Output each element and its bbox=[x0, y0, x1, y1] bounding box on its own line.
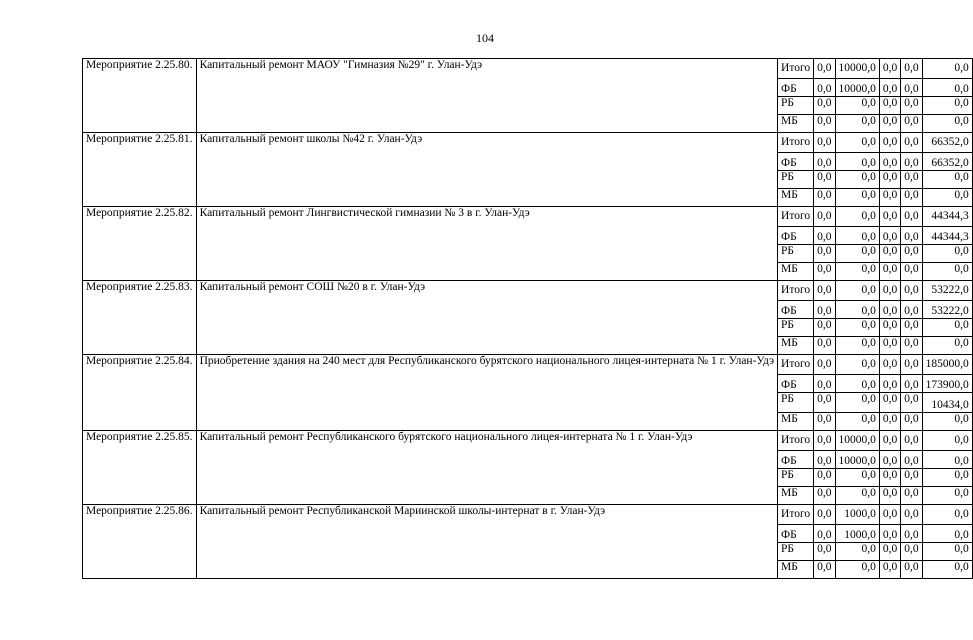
year-5-value: 0,0 bbox=[922, 487, 972, 505]
year-3-value: 0,0 bbox=[879, 431, 900, 451]
year-4-value: 0,0 bbox=[901, 355, 922, 375]
year-3-value: 0,0 bbox=[879, 171, 900, 189]
year-1-value: 0,0 bbox=[814, 189, 835, 207]
funding-source: РБ bbox=[778, 319, 814, 337]
year-5-value: 0,0 bbox=[922, 79, 972, 97]
funding-source: МБ bbox=[778, 561, 814, 579]
year-2-value: 0,0 bbox=[835, 133, 879, 153]
year-2-value: 0,0 bbox=[835, 281, 879, 301]
year-2-value: 0,0 bbox=[835, 115, 879, 133]
year-1-value: 0,0 bbox=[814, 525, 835, 543]
year-3-value: 0,0 bbox=[879, 319, 900, 337]
year-3-value: 0,0 bbox=[879, 375, 900, 393]
year-2-value: 0,0 bbox=[835, 171, 879, 189]
year-3-value: 0,0 bbox=[879, 393, 900, 413]
funding-source: Итого bbox=[778, 355, 814, 375]
year-4-value: 0,0 bbox=[901, 245, 922, 263]
year-5-value: 0,0 bbox=[922, 189, 972, 207]
funding-source: ФБ bbox=[778, 79, 814, 97]
year-4-value: 0,0 bbox=[901, 227, 922, 245]
year-3-value: 0,0 bbox=[879, 133, 900, 153]
year-5-value: 0,0 bbox=[922, 543, 972, 561]
measure-name: Капитальный ремонт школы №42 г. Улан-Удэ bbox=[196, 133, 777, 207]
funding-source: ФБ bbox=[778, 153, 814, 171]
year-5-value: 0,0 bbox=[922, 561, 972, 579]
table-row bbox=[83, 281, 973, 301]
funding-source: РБ bbox=[778, 393, 814, 413]
year-4-value: 0,0 bbox=[901, 133, 922, 153]
year-5-value: 0,0 bbox=[922, 413, 972, 431]
year-1-value: 0,0 bbox=[814, 505, 835, 525]
year-4-value: 0,0 bbox=[901, 487, 922, 505]
year-4-value: 0,0 bbox=[901, 189, 922, 207]
year-3-value: 0,0 bbox=[879, 59, 900, 79]
funding-source: РБ bbox=[778, 245, 814, 263]
measure-code: Мероприятие 2.25.86. bbox=[83, 505, 197, 579]
year-5-value: 0,0 bbox=[922, 431, 972, 451]
funding-source: МБ bbox=[778, 263, 814, 281]
year-4-value: 0,0 bbox=[901, 431, 922, 451]
table-row bbox=[83, 431, 973, 451]
year-5-value: 173900,0 bbox=[922, 375, 972, 393]
year-4-value: 0,0 bbox=[901, 319, 922, 337]
year-2-value: 0,0 bbox=[835, 393, 879, 413]
page-number: 104 bbox=[476, 31, 494, 45]
year-4-value: 0,0 bbox=[901, 97, 922, 115]
funding-source: МБ bbox=[778, 487, 814, 505]
year-2-value: 0,0 bbox=[835, 487, 879, 505]
year-5-value: 0,0 bbox=[922, 263, 972, 281]
year-1-value: 0,0 bbox=[814, 133, 835, 153]
year-5-value: 0,0 bbox=[922, 97, 972, 115]
year-2-value: 1000,0 bbox=[835, 505, 879, 525]
measure-name: Капитальный ремонт СОШ №20 в г. Улан-Удэ bbox=[196, 281, 777, 355]
year-1-value: 0,0 bbox=[814, 79, 835, 97]
year-5-value: 0,0 bbox=[922, 115, 972, 133]
funding-source: Итого bbox=[778, 59, 814, 79]
funding-source: ФБ bbox=[778, 451, 814, 469]
year-3-value: 0,0 bbox=[879, 413, 900, 431]
year-1-value: 0,0 bbox=[814, 319, 835, 337]
year-2-value: 0,0 bbox=[835, 245, 879, 263]
year-1-value: 0,0 bbox=[814, 393, 835, 413]
year-2-value: 0,0 bbox=[835, 97, 879, 115]
year-3-value: 0,0 bbox=[879, 245, 900, 263]
funding-source: МБ bbox=[778, 115, 814, 133]
year-3-value: 0,0 bbox=[879, 97, 900, 115]
year-4-value: 0,0 bbox=[901, 413, 922, 431]
year-1-value: 0,0 bbox=[814, 469, 835, 487]
year-5-value: 53222,0 bbox=[922, 301, 972, 319]
measure-code: Мероприятие 2.25.80. bbox=[83, 59, 197, 133]
year-5-value: 44344,3 bbox=[922, 227, 972, 245]
year-1-value: 0,0 bbox=[814, 263, 835, 281]
year-1-value: 0,0 bbox=[814, 245, 835, 263]
funding-source: РБ bbox=[778, 469, 814, 487]
year-4-value: 0,0 bbox=[901, 561, 922, 579]
year-4-value: 0,0 bbox=[901, 281, 922, 301]
year-4-value: 0,0 bbox=[901, 207, 922, 227]
year-1-value: 0,0 bbox=[814, 543, 835, 561]
year-1-value: 0,0 bbox=[814, 355, 835, 375]
year-3-value: 0,0 bbox=[879, 469, 900, 487]
funding-table bbox=[82, 58, 973, 579]
year-1-value: 0,0 bbox=[814, 171, 835, 189]
year-4-value: 0,0 bbox=[901, 171, 922, 189]
year-2-value: 0,0 bbox=[835, 543, 879, 561]
year-3-value: 0,0 bbox=[879, 189, 900, 207]
table-row bbox=[83, 505, 973, 525]
year-4-value: 0,0 bbox=[901, 115, 922, 133]
year-5-value: 0,0 bbox=[922, 171, 972, 189]
year-1-value: 0,0 bbox=[814, 97, 835, 115]
year-5-value: 0,0 bbox=[922, 245, 972, 263]
year-3-value: 0,0 bbox=[879, 543, 900, 561]
funding-source: ФБ bbox=[778, 227, 814, 245]
year-2-value: 0,0 bbox=[835, 337, 879, 355]
funding-source: РБ bbox=[778, 543, 814, 561]
year-4-value: 0,0 bbox=[901, 301, 922, 319]
funding-source: МБ bbox=[778, 413, 814, 431]
year-1-value: 0,0 bbox=[814, 413, 835, 431]
year-1-value: 0,0 bbox=[814, 561, 835, 579]
year-3-value: 0,0 bbox=[879, 301, 900, 319]
year-4-value: 0,0 bbox=[901, 375, 922, 393]
funding-source: ФБ bbox=[778, 375, 814, 393]
year-5-value: 0,0 bbox=[922, 525, 972, 543]
year-1-value: 0,0 bbox=[814, 115, 835, 133]
year-5-value: 0,0 bbox=[922, 505, 972, 525]
year-4-value: 0,0 bbox=[901, 263, 922, 281]
year-5-value: 0,0 bbox=[922, 451, 972, 469]
year-5-value: 0,0 bbox=[922, 469, 972, 487]
year-2-value: 1000,0 bbox=[835, 525, 879, 543]
year-3-value: 0,0 bbox=[879, 355, 900, 375]
year-1-value: 0,0 bbox=[814, 281, 835, 301]
table-row bbox=[83, 133, 973, 153]
year-2-value: 10000,0 bbox=[835, 59, 879, 79]
year-2-value: 0,0 bbox=[835, 413, 879, 431]
year-2-value: 0,0 bbox=[835, 319, 879, 337]
measure-name: Капитальный ремонт МАОУ "Гимназия №29" г. Улан-Удэ bbox=[196, 59, 777, 133]
year-2-value: 0,0 bbox=[835, 469, 879, 487]
year-4-value: 0,0 bbox=[901, 505, 922, 525]
year-1-value: 0,0 bbox=[814, 59, 835, 79]
funding-source: МБ bbox=[778, 189, 814, 207]
year-2-value: 0,0 bbox=[835, 227, 879, 245]
year-2-value: 0,0 bbox=[835, 263, 879, 281]
funding-source: Итого bbox=[778, 207, 814, 227]
funding-source: ФБ bbox=[778, 301, 814, 319]
year-1-value: 0,0 bbox=[814, 207, 835, 227]
year-2-value: 10000,0 bbox=[835, 431, 879, 451]
year-1-value: 0,0 bbox=[814, 375, 835, 393]
funding-source: МБ bbox=[778, 337, 814, 355]
funding-source: Итого bbox=[778, 431, 814, 451]
year-5-value: 0,0 bbox=[922, 319, 972, 337]
year-2-value: 0,0 bbox=[835, 207, 879, 227]
funding-source: РБ bbox=[778, 97, 814, 115]
year-4-value: 0,0 bbox=[901, 525, 922, 543]
year-5-value: 66352,0 bbox=[922, 133, 972, 153]
measure-code: Мероприятие 2.25.83. bbox=[83, 281, 197, 355]
year-5-value: 44344,3 bbox=[922, 207, 972, 227]
year-3-value: 0,0 bbox=[879, 561, 900, 579]
measure-code: Мероприятие 2.25.81. bbox=[83, 133, 197, 207]
year-3-value: 0,0 bbox=[879, 487, 900, 505]
year-2-value: 0,0 bbox=[835, 355, 879, 375]
measure-name: Приобретение здания на 240 мест для Республиканского бурятского национального лицея-интерната № 1 г. Улан-Удэ bbox=[196, 355, 777, 431]
year-2-value: 10000,0 bbox=[835, 79, 879, 97]
year-4-value: 0,0 bbox=[901, 393, 922, 413]
year-2-value: 10000,0 bbox=[835, 451, 879, 469]
year-1-value: 0,0 bbox=[814, 153, 835, 171]
year-1-value: 0,0 bbox=[814, 337, 835, 355]
year-3-value: 0,0 bbox=[879, 451, 900, 469]
year-3-value: 0,0 bbox=[879, 263, 900, 281]
year-3-value: 0,0 bbox=[879, 115, 900, 133]
year-3-value: 0,0 bbox=[879, 207, 900, 227]
year-2-value: 0,0 bbox=[835, 189, 879, 207]
year-4-value: 0,0 bbox=[901, 451, 922, 469]
funding-source: Итого bbox=[778, 133, 814, 153]
year-4-value: 0,0 bbox=[901, 59, 922, 79]
table-row bbox=[83, 59, 973, 79]
year-4-value: 0,0 bbox=[901, 543, 922, 561]
year-3-value: 0,0 bbox=[879, 281, 900, 301]
year-5-value: 10434,0 bbox=[922, 393, 972, 413]
year-1-value: 0,0 bbox=[814, 431, 835, 451]
year-4-value: 0,0 bbox=[901, 337, 922, 355]
year-2-value: 0,0 bbox=[835, 301, 879, 319]
year-3-value: 0,0 bbox=[879, 227, 900, 245]
table-row bbox=[83, 207, 973, 227]
year-3-value: 0,0 bbox=[879, 505, 900, 525]
year-5-value: 0,0 bbox=[922, 59, 972, 79]
year-4-value: 0,0 bbox=[901, 79, 922, 97]
measure-code: Мероприятие 2.25.84. bbox=[83, 355, 197, 431]
year-3-value: 0,0 bbox=[879, 525, 900, 543]
year-1-value: 0,0 bbox=[814, 451, 835, 469]
year-2-value: 0,0 bbox=[835, 153, 879, 171]
measure-name: Капитальный ремонт Лингвистической гимназии № 3 в г. Улан-Удэ bbox=[196, 207, 777, 281]
measure-name: Капитальный ремонт Республиканского бурятского национального лицея-интерната № 1 г. Улан-Удэ bbox=[196, 431, 777, 505]
year-3-value: 0,0 bbox=[879, 153, 900, 171]
year-4-value: 0,0 bbox=[901, 469, 922, 487]
measure-code: Мероприятие 2.25.82. bbox=[83, 207, 197, 281]
year-5-value: 0,0 bbox=[922, 337, 972, 355]
year-3-value: 0,0 bbox=[879, 337, 900, 355]
table-row bbox=[83, 355, 973, 375]
funding-source: РБ bbox=[778, 171, 814, 189]
year-4-value: 0,0 bbox=[901, 153, 922, 171]
funding-source: ФБ bbox=[778, 525, 814, 543]
year-5-value: 66352,0 bbox=[922, 153, 972, 171]
year-1-value: 0,0 bbox=[814, 227, 835, 245]
measure-name: Капитальный ремонт Республиканской Мариинской школы-интернат в г. Улан-Удэ bbox=[196, 505, 777, 579]
year-1-value: 0,0 bbox=[814, 301, 835, 319]
year-1-value: 0,0 bbox=[814, 487, 835, 505]
year-5-value: 185000,0 bbox=[922, 355, 972, 375]
year-2-value: 0,0 bbox=[835, 561, 879, 579]
funding-source: Итого bbox=[778, 281, 814, 301]
funding-source: Итого bbox=[778, 505, 814, 525]
year-5-value: 53222,0 bbox=[922, 281, 972, 301]
year-3-value: 0,0 bbox=[879, 79, 900, 97]
table-body bbox=[83, 59, 973, 579]
measure-code: Мероприятие 2.25.85. bbox=[83, 431, 197, 505]
year-2-value: 0,0 bbox=[835, 375, 879, 393]
